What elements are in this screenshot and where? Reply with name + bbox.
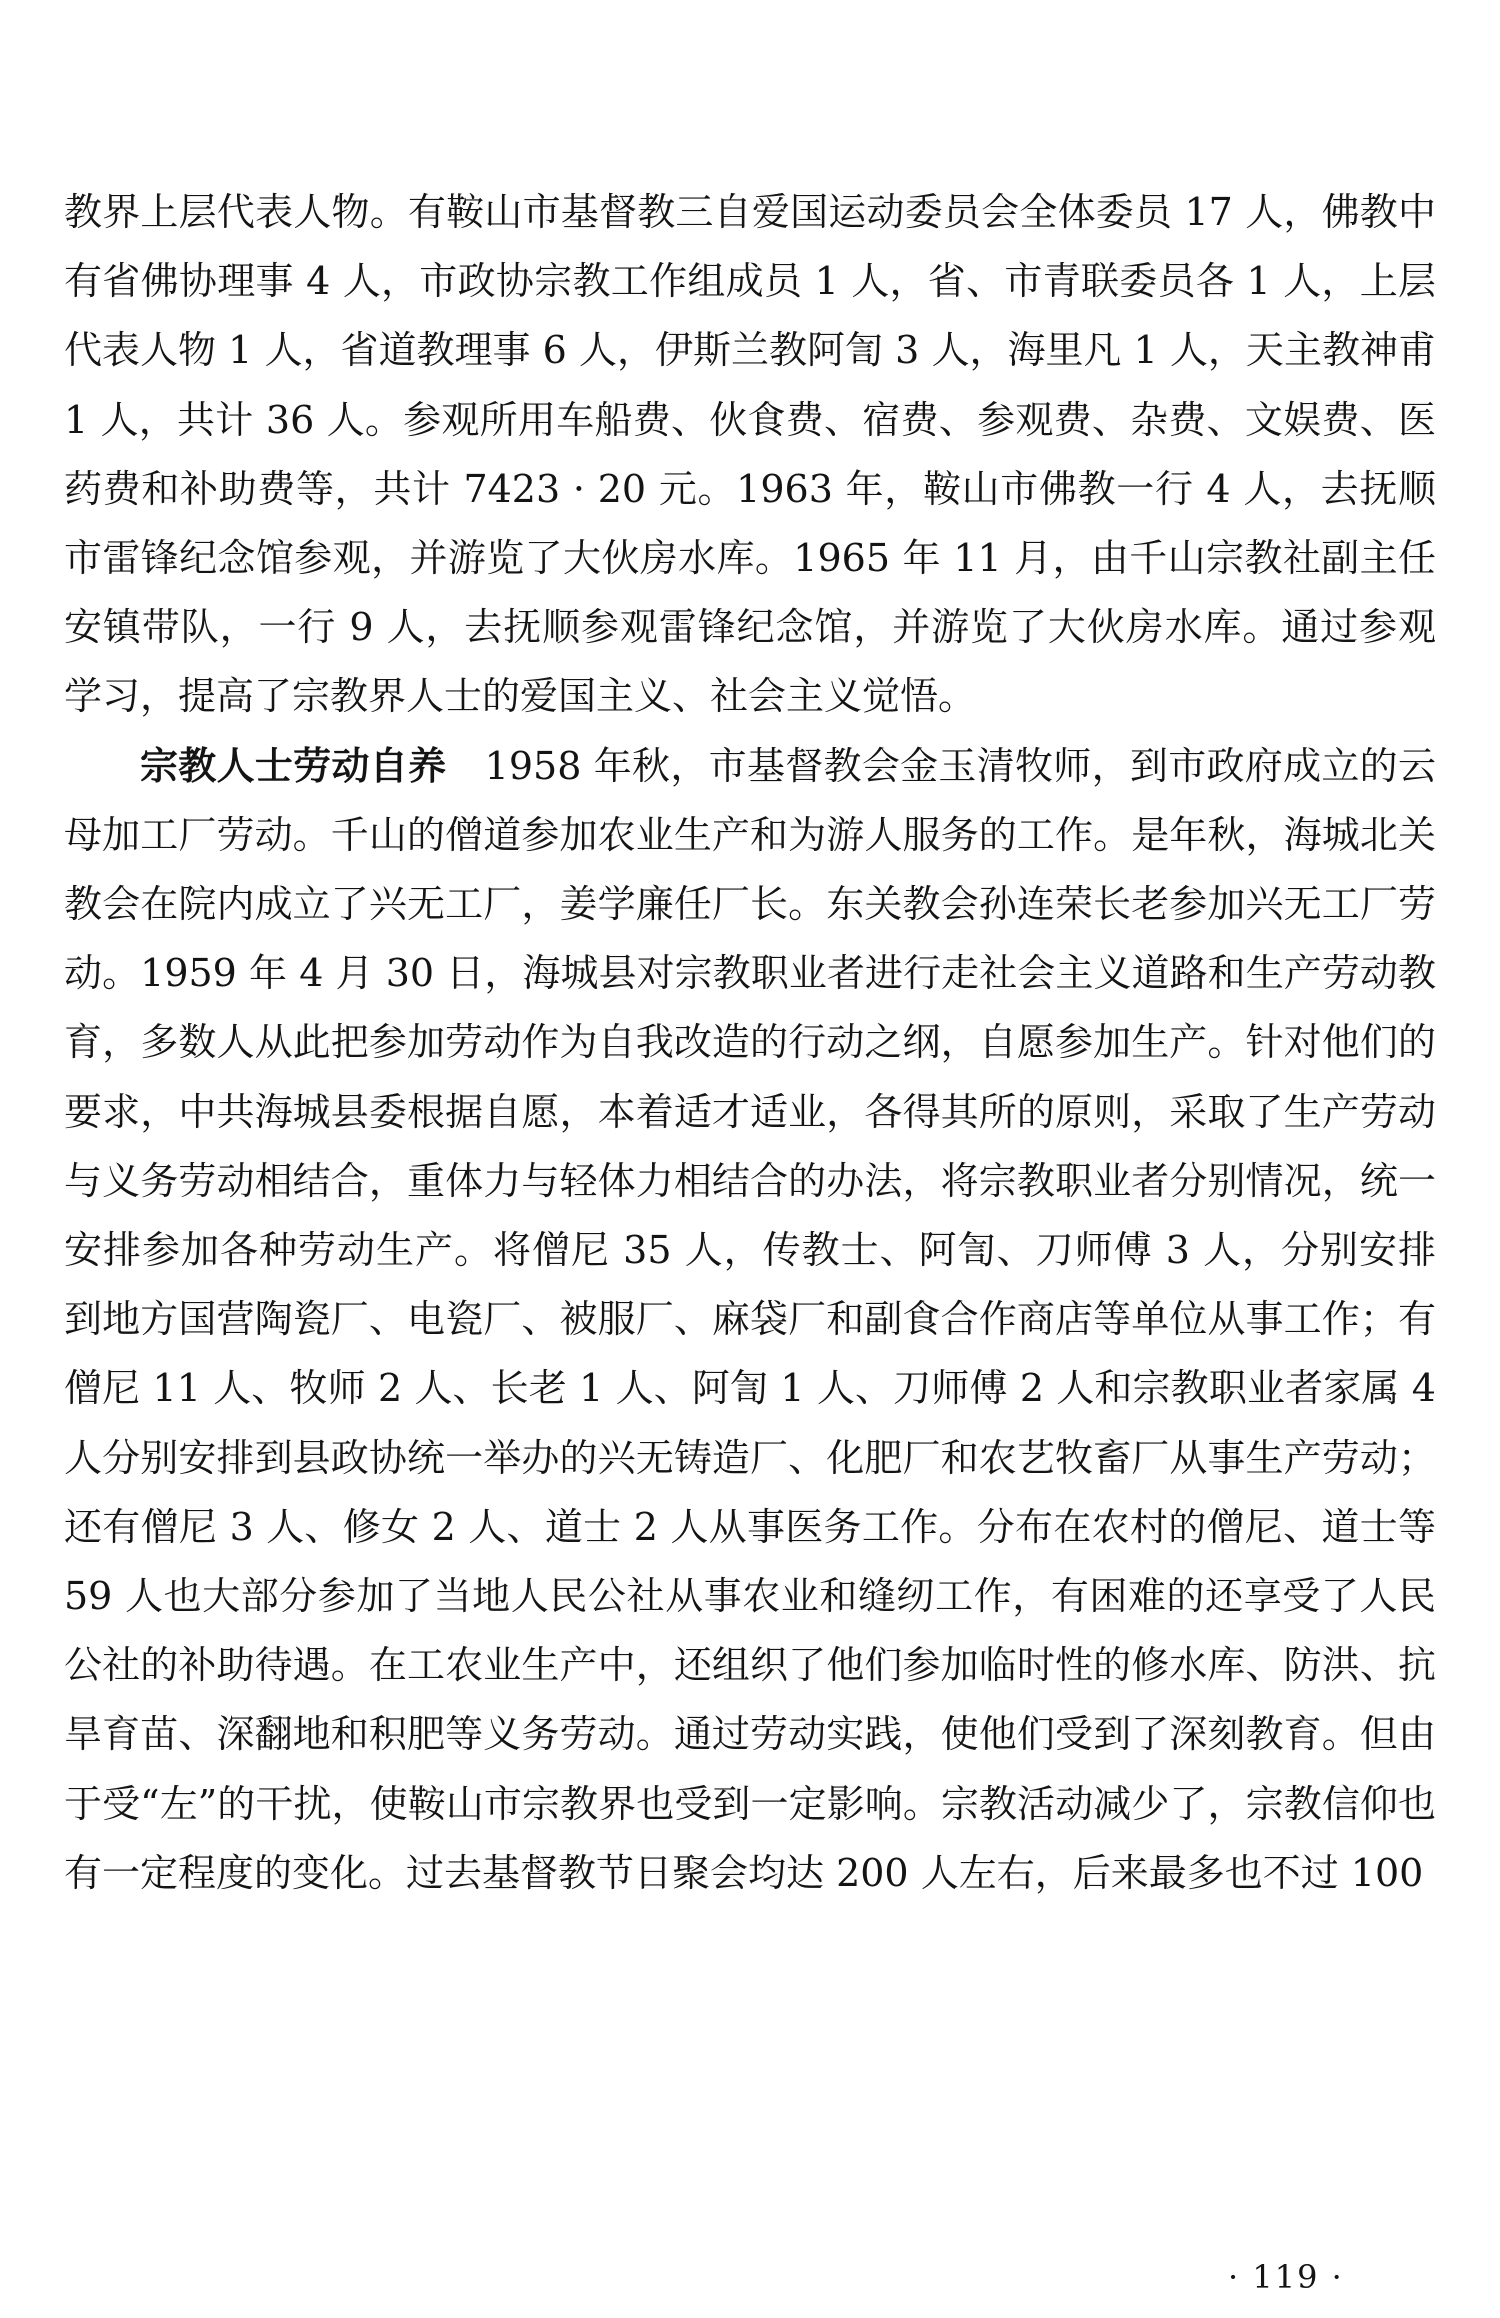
paragraph-2 [64, 732, 1436, 1908]
paragraph-1-text: 教界上层代表人物。有鞍山市基督教三自爱国运动委员会全体委员 17 人，佛教中有省佛协理事 4 人，市政协宗教工作组成员 1 人，省、市青联委员各 1 人，上层代表人物 1 人，省道教理事 6 人，伊斯兰教阿訇 3 人，海里凡 1 人，天主教神甫 1 人，共计 36 人。参观所用车船费、伙食费、宿费、参观费、杂费、文娱费、医药费和补助费等，共计 7423 · 20 元。1963 年，鞍山市佛教一行 4 人，去抚顺市雷锋纪念馆参观，并游览了大伙房水库。1965 年 11 月，由千山宗教社副主任安镇带队，一行 9 人，去抚顺参观雷锋纪念馆，并游览了大伙房水库。通过参观学习，提高了宗教界人士的爱国主义、社会主义觉悟。 [64, 190, 1436, 719]
paragraph-1 [64, 178, 1436, 732]
body-text [64, 178, 1436, 1908]
paragraph-2-text: 1958 年秋，市基督教会金玉清牧师，到市政府成立的云母加工厂劳动。千山的僧道参加农业生产和为游人服务的工作。是年秋，海城北关教会在院内成立了兴无工厂，姜学廉任厂长。东关教会孙连荣长老参加兴无工厂劳动。1959 年 4 月 30 日，海城县对宗教职业者进行走社会主义道路和生产劳动教育，多数人从此把参加劳动作为自我改造的行动之纲，自愿参加生产。针对他们的要求，中共海城县委根据自愿，本着适才适业，各得其所的原则，采取了生产劳动与义务劳动相结合，重体力与轻体力相结合的办法，将宗教职业者分别情况，统一安排参加各种劳动生产。将僧尼 35 人，传教士、阿訇、刀师傅 3 人，分别安排到地方国营陶瓷厂、电瓷厂、被服厂、麻袋厂和副食合作商店等单位从事工作；有僧尼 11 人、牧师 2 人、长老 1 人、阿訇 1 人、刀师傅 2 人和宗教职业者家属 4 人分别安排到县政协统一举办的兴无铸造厂、化肥厂和农艺牧畜厂从事生产劳动；还有僧尼 3 人、修女 2 人、道士 2 人从事医务工作。分布在农村的僧尼、道士等 59 人也大部分参加了当地人民公社从事农业和缝纫工作，有困难的还享受了人民公社的补助待遇。在工农业生产中，还组织了他们参加临时性的修水库、防洪、抗旱育苗、深翻地和积肥等义务劳动。通过劳动实践，使他们受到了深刻教育。但由于受“左”的干扰，使鞍山市宗教界也受到一定影响。宗教活动减少了，宗教信仰也有一定程度的变化。过去基督教节日聚会均达 200 人左右，后来最多也不过 100 [64, 743, 1436, 1895]
section-heading: 宗教人士劳动自养 [140, 743, 447, 788]
page-number: · 119 · [1228, 2258, 1344, 2296]
